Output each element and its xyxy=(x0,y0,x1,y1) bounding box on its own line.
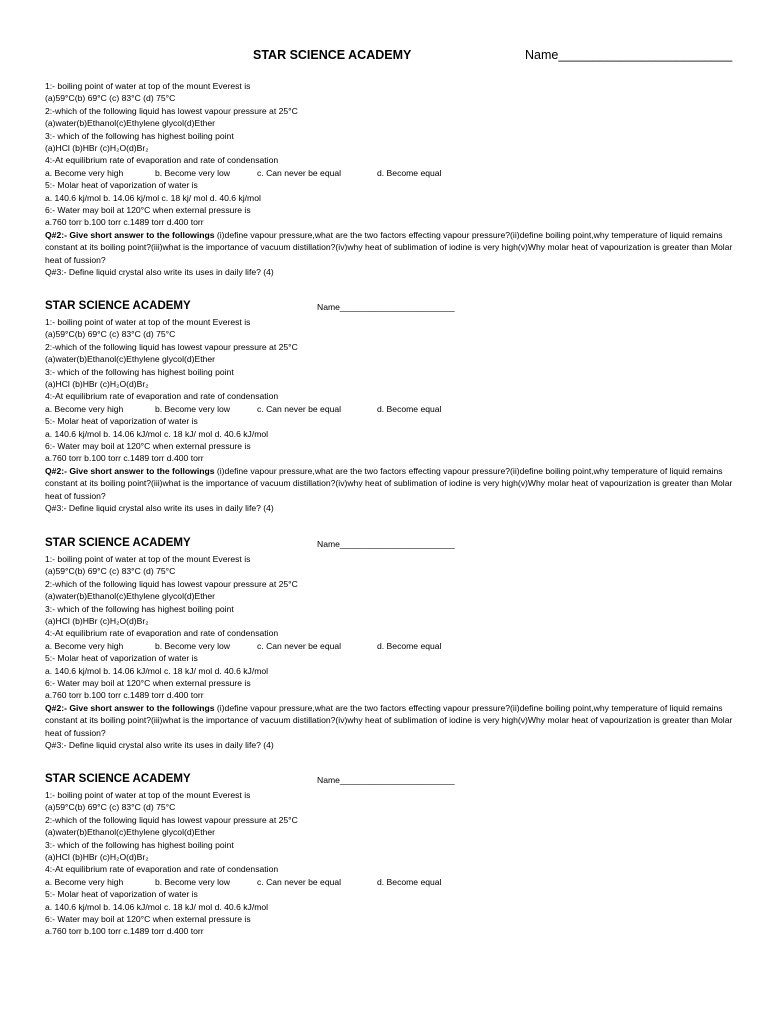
question-5: 5:- Molar heat of vaporization of water is xyxy=(45,889,198,900)
short-answer-label: Q#2:- Give short answer to the followings xyxy=(45,465,215,476)
name-field-label: Name________________________ xyxy=(317,302,455,312)
question-6: 6:- Water may boil at 120°C when external pressure is xyxy=(45,913,251,924)
header-copy-4 xyxy=(45,773,735,789)
question-6-options: a.760 torr b.100 torr c.1489 torr d.400 torr xyxy=(45,926,204,937)
question-1: 1:- boiling point of water at top of the mount Everest is xyxy=(45,81,251,91)
option-a: a. Become very high xyxy=(45,167,124,178)
question-3-options: (a)HCl (b)HBr (c)H₂O(d)Br₂ xyxy=(45,851,149,862)
option-d: d. Become equal xyxy=(377,876,442,887)
short-answer-question xyxy=(45,702,735,739)
question-block-3 xyxy=(45,537,735,751)
question-2-options: (a)water(b)Ethanol(c)Ethylene glycol(d)Ether xyxy=(45,118,216,129)
question-5: 5:- Molar heat of vaporization of water is xyxy=(45,653,198,664)
question-5-options: a. 140.6 kj/mol b. 14.06 kJ/mol c. 18 kJ/ mol d. 40.6 kJ/mol xyxy=(45,428,269,439)
question-3: 3:- which of the following has highest boiling point xyxy=(45,603,234,614)
option-b: b. Become very low xyxy=(155,167,230,178)
option-b: b. Become very low xyxy=(155,876,230,887)
option-d: d. Become equal xyxy=(377,167,442,178)
question-4: 4:-At equilibrium rate of evaporation and rate of condensation xyxy=(45,628,279,639)
question-2: 2:-which of the following liquid has lowest vapour pressure at 25°C xyxy=(45,578,298,589)
question-4-options xyxy=(45,876,735,888)
question-6: 6:- Water may boil at 120°C when external pressure is xyxy=(45,677,251,688)
option-a: a. Become very high xyxy=(45,876,124,887)
question-6-options: a.760 torr b.100 torr c.1489 torr d.400 torr xyxy=(45,453,204,464)
question-2: 2:-which of the following liquid has lowest vapour pressure at 25°C xyxy=(45,341,298,352)
liquid-crystal-question: Q#3:- Define liquid crystal also write its uses in daily life? (4) xyxy=(45,739,274,750)
option-c: c. Can never be equal xyxy=(257,876,342,887)
short-answer-text: (i)define vapour pressure,what are the two factors effecting vapour pressure?(ii)define boiling point,why temperature of liquid remains constant at its boiling point?(iii)what is the importance of vacuum distillation?(iv)why heat of sublimation of iodine is very high(v)Why molar heat of vapourization is greater than Molar heat of fussion? xyxy=(45,229,733,265)
question-3-options: (a)HCl (b)HBr (c)H₂O(d)Br₂ xyxy=(45,378,149,389)
academy-title: STAR SCIENCE ACADEMY xyxy=(45,773,191,785)
question-5-options: a. 140.6 kj/mol b. 14.06 kJ/mol c. 18 kJ/ mol d. 40.6 kJ/mol xyxy=(45,901,269,912)
question-3-options: (a)HCl (b)HBr (c)H₂O(d)Br₂ xyxy=(45,142,149,153)
short-answer-question xyxy=(45,229,735,266)
question-3: 3:- which of the following has highest boiling point xyxy=(45,130,234,141)
question-2: 2:-which of the following liquid has lowest vapour pressure at 25°C xyxy=(45,814,298,825)
academy-title: STAR SCIENCE ACADEMY xyxy=(253,48,412,62)
question-1: 1:- boiling point of water at top of the mount Everest is xyxy=(45,790,251,800)
question-3: 3:- which of the following has highest boiling point xyxy=(45,366,234,377)
question-2-options: (a)water(b)Ethanol(c)Ethylene glycol(d)Ether xyxy=(45,354,216,365)
question-2-options: (a)water(b)Ethanol(c)Ethylene glycol(d)Ether xyxy=(45,827,216,838)
header-copy-3 xyxy=(45,537,735,553)
short-answer-label: Q#2:- Give short answer to the followings xyxy=(45,229,215,240)
question-4-options xyxy=(45,403,735,415)
option-b: b. Become very low xyxy=(155,403,230,414)
short-answer-question xyxy=(45,465,735,502)
header-copy-1 xyxy=(0,48,768,66)
academy-title: STAR SCIENCE ACADEMY xyxy=(45,537,191,549)
question-6: 6:- Water may boil at 120°C when external pressure is xyxy=(45,440,251,451)
academy-title: STAR SCIENCE ACADEMY xyxy=(45,300,191,312)
name-field-label: Name_________________________ xyxy=(525,48,733,62)
question-1-options: (a)59°C(b) 69°C (c) 83°C (d) 75°C xyxy=(45,329,176,340)
question-2-options: (a)water(b)Ethanol(c)Ethylene glycol(d)Ether xyxy=(45,591,216,602)
option-c: c. Can never be equal xyxy=(257,640,342,651)
question-5-options: a. 140.6 kj/mol b. 14.06 kj/mol c. 18 kj/ mol d. 40.6 kj/mol xyxy=(45,192,261,203)
question-4-options xyxy=(45,167,735,179)
option-d: d. Become equal xyxy=(377,403,442,414)
question-6-options: a.760 torr b.100 torr c.1489 torr d.400 torr xyxy=(45,217,204,228)
question-6-options: a.760 torr b.100 torr c.1489 torr d.400 torr xyxy=(45,690,204,701)
option-b: b. Become very low xyxy=(155,640,230,651)
option-c: c. Can never be equal xyxy=(257,403,342,414)
name-field-label: Name________________________ xyxy=(317,539,455,549)
question-3: 3:- which of the following has highest boiling point xyxy=(45,839,234,850)
question-block-4 xyxy=(45,773,735,938)
liquid-crystal-question: Q#3:- Define liquid crystal also write its uses in daily life? (4) xyxy=(45,502,274,513)
question-1: 1:- boiling point of water at top of the mount Everest is xyxy=(45,554,251,564)
option-a: a. Become very high xyxy=(45,403,124,414)
short-answer-label: Q#2:- Give short answer to the followings xyxy=(45,702,215,713)
question-2: 2:-which of the following liquid has lowest vapour pressure at 25°C xyxy=(45,105,298,116)
name-field-label: Name________________________ xyxy=(317,775,455,785)
question-5: 5:- Molar heat of vaporization of water is xyxy=(45,416,198,427)
question-4-options xyxy=(45,640,735,652)
question-5-options: a. 140.6 kj/mol b. 14.06 kJ/mol c. 18 kJ/ mol d. 40.6 kJ/mol xyxy=(45,665,269,676)
short-answer-text: (i)define vapour pressure,what are the two factors effecting vapour pressure?(ii)define boiling point,why temperature of liquid remains constant at its boiling point?(iii)what is the importance of vacuum distillation?(iv)why heat of sublimation of iodine is very high(v)Why molar heat of vapourization is greater than Molar heat of fussion? xyxy=(45,465,733,501)
question-4: 4:-At equilibrium rate of evaporation and rate of condensation xyxy=(45,391,279,402)
question-1-options: (a)59°C(b) 69°C (c) 83°C (d) 75°C xyxy=(45,566,176,577)
liquid-crystal-question: Q#3:- Define liquid crystal also write its uses in daily life? (4) xyxy=(45,266,274,277)
option-c: c. Can never be equal xyxy=(257,167,342,178)
question-5: 5:- Molar heat of vaporization of water is xyxy=(45,180,198,191)
question-3-options: (a)HCl (b)HBr (c)H₂O(d)Br₂ xyxy=(45,615,149,626)
question-1-options: (a)59°C(b) 69°C (c) 83°C (d) 75°C xyxy=(45,93,176,104)
question-1: 1:- boiling point of water at top of the mount Everest is xyxy=(45,317,251,327)
question-6: 6:- Water may boil at 120°C when external pressure is xyxy=(45,204,251,215)
question-block-2 xyxy=(45,300,735,514)
question-block-1 xyxy=(45,80,735,278)
option-a: a. Become very high xyxy=(45,640,124,651)
question-1-options: (a)59°C(b) 69°C (c) 83°C (d) 75°C xyxy=(45,802,176,813)
option-d: d. Become equal xyxy=(377,640,442,651)
header-copy-2 xyxy=(45,300,735,316)
short-answer-text: (i)define vapour pressure,what are the two factors effecting vapour pressure?(ii)define boiling point,why temperature of liquid remains constant at its boiling point?(iii)what is the importance of vacuum distillation?(iv)why heat of sublimation of iodine is very high(v)Why molar heat of vapourization is greater than Molar heat of fussion? xyxy=(45,702,733,738)
question-4: 4:-At equilibrium rate of evaporation and rate of condensation xyxy=(45,864,279,875)
question-4: 4:-At equilibrium rate of evaporation and rate of condensation xyxy=(45,155,279,166)
